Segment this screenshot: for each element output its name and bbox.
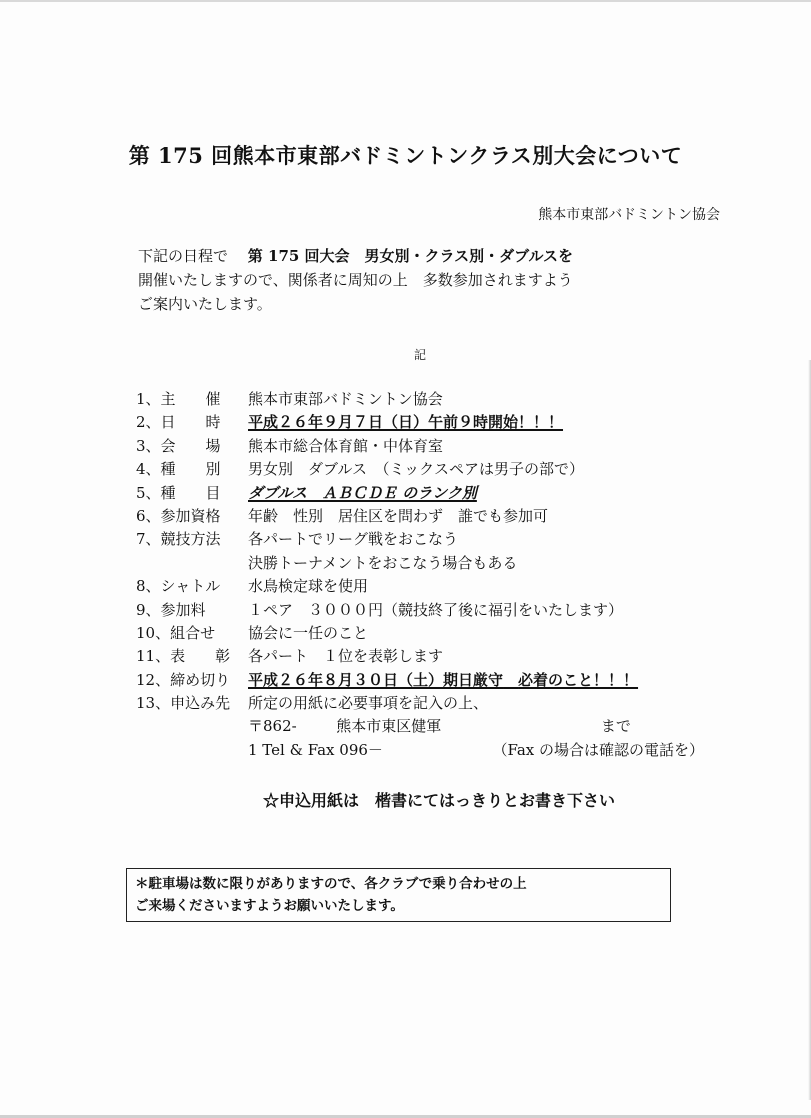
item-label: 7、競技方法 bbox=[136, 530, 221, 549]
intro-line-3: ご案内いたします。 bbox=[138, 295, 272, 313]
address-city: 熊本市東区健軍 bbox=[336, 717, 442, 736]
intro-line-1-bold: 第 175 回大会 男女別・クラス別・ダブルスを bbox=[247, 247, 574, 265]
deadline-date: 平成２６年８月３０日（土）期日厳守 bbox=[248, 670, 504, 689]
intro-paragraph bbox=[138, 244, 573, 316]
ki-heading: 記 bbox=[413, 348, 426, 362]
intro-line-1 bbox=[138, 244, 573, 268]
item-value: 所定の用紙に必要事項を記入の上、 bbox=[248, 694, 489, 713]
item-value: 各パートでリーグ戦をおこなう bbox=[248, 530, 459, 549]
item-value: １ペア ３０００円（競技終了後に福引をいたします） bbox=[248, 600, 624, 619]
postal-code: 〒862- bbox=[248, 717, 297, 736]
parking-notice-line-1: ＊駐車場は数に限りがありますので、各クラブで乗り合わせの上 bbox=[135, 876, 527, 892]
item-value: 熊本市東部バドミントン協会 bbox=[248, 390, 443, 408]
address-postal-line bbox=[248, 715, 631, 738]
item-value: 熊本市総合体育館・中体育室 bbox=[248, 436, 444, 455]
item-value-date: 平成２６年９月７日（日）午前９時開始！！！ bbox=[248, 413, 564, 432]
item-label: 11、表 彰 bbox=[136, 647, 231, 666]
parking-notice-box bbox=[126, 868, 671, 922]
item-label: 9、参加料 bbox=[136, 600, 206, 619]
deadline-spacer bbox=[503, 671, 518, 689]
item-label: 3、会 場 bbox=[136, 436, 221, 455]
telfax-label: 1 Tel & Fax 096－ bbox=[248, 740, 383, 759]
parking-notice-line-2: ご来場くださいますようお願いいたします。 bbox=[135, 898, 404, 914]
address-suffix: まで bbox=[600, 717, 631, 736]
item-value-deadline bbox=[248, 669, 638, 692]
item-label: 10、組合せ bbox=[136, 623, 216, 642]
scan-edge bbox=[0, 0, 811, 2]
item-label: 1、主 催 bbox=[136, 390, 221, 408]
telfax-line-content bbox=[248, 739, 704, 762]
item-value: 水鳥検定球を使用 bbox=[248, 577, 369, 596]
item-label: 2、日 時 bbox=[136, 413, 221, 432]
intro-line-1-prefix: 下記の日程で bbox=[138, 247, 229, 265]
item-label: 4、種 別 bbox=[136, 460, 221, 479]
item-label: 5、種 目 bbox=[136, 483, 221, 502]
item-value: 年齢 性別 居住区を問わず 誰でも参加可 bbox=[248, 506, 549, 525]
item-label: 13、申込み先 bbox=[136, 694, 231, 713]
item-label: 6、参加資格 bbox=[136, 506, 221, 525]
item-value: 男女別 ダブルス （ミックスペアは男子の部で） bbox=[248, 460, 585, 479]
deadline-note: 必着のこと！！！ bbox=[518, 670, 639, 689]
document-title: 第 175 回熊本市東部バドミントンクラス別大会について bbox=[128, 143, 683, 168]
item-value: 各パート １位を表彰します bbox=[248, 647, 444, 666]
organizer-name: 熊本市東部バドミントン協会 bbox=[538, 207, 720, 223]
application-note: ☆申込用紙は 楷書にてはっきりとお書き下さい bbox=[263, 791, 616, 810]
item-value: 協会に一任のこと bbox=[248, 623, 369, 642]
fax-note: （Fax の場合は確認の電話を） bbox=[492, 740, 705, 759]
item-value-event: ダブルス ＡＢＣＤＥ のランク別 bbox=[248, 483, 477, 502]
item-value: 決勝トーナメントをおこなう場合もある bbox=[248, 553, 518, 572]
item-label: 8、シャトル bbox=[136, 577, 221, 596]
item-label: 12、締め切り bbox=[136, 670, 231, 689]
intro-line-2: 開催いたしますので、関係者に周知の上 多数参加されますよう bbox=[138, 271, 573, 289]
